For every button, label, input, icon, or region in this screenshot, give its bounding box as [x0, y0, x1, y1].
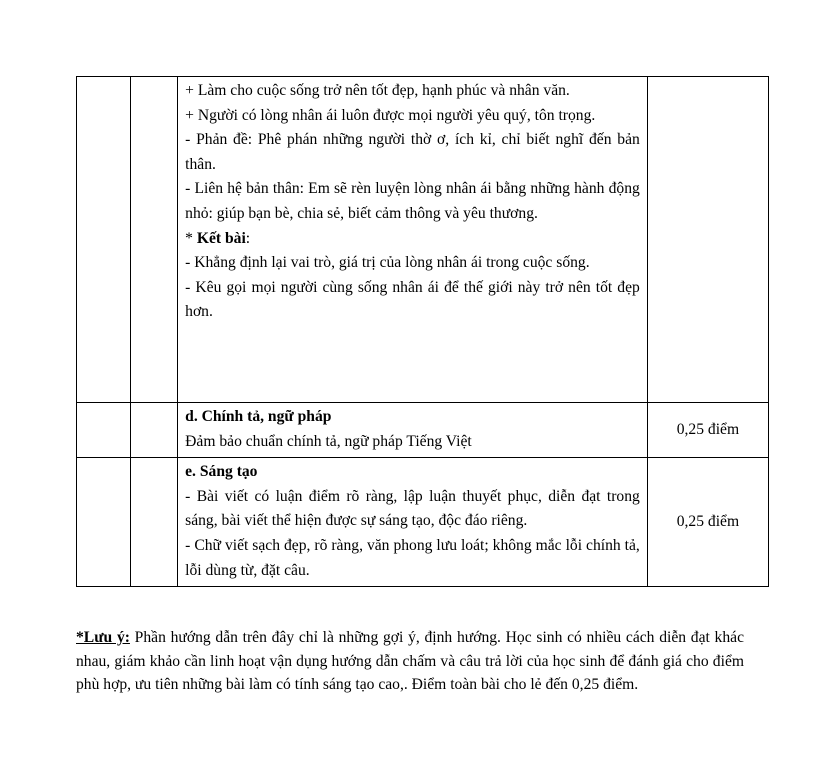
empty-cell: [131, 458, 178, 587]
score-cell-empty: [647, 77, 768, 403]
content-line: Đảm bảo chuẩn chính tả, ngữ pháp Tiếng Việt: [185, 432, 472, 450]
content-line: - Bài viết có luận điểm rõ ràng, lập luận thuyết phục, diễn đạt trong sáng, bài viết thể hiện được sự sáng tạo, độc đáo riêng.: [185, 487, 640, 530]
empty-cell: [77, 403, 131, 458]
table-row: [77, 458, 769, 587]
table-row: [77, 403, 769, 458]
ket-bai-label: Kết bài: [196, 229, 246, 247]
content-cell: [178, 403, 648, 458]
note-paragraph: [76, 626, 744, 697]
note-text: Phần hướng dẫn trên đây chỉ là những gợi ý, định hướng. Học sinh có nhiều cách diễn đạt khác nhau, giám khảo cần linh hoạt vận dụng hướng dẫn chấm và câu trả lời của học sinh để đánh giá cho điểm phù hợp, ưu tiên những bài làm có tính sáng tạo cao,. Điểm toàn bài cho lẻ đến 0,25 điểm.: [76, 629, 744, 693]
grading-rubric-table: [76, 76, 769, 587]
content-line: - Liên hệ bản thân: Em sẽ rèn luyện lòng nhân ái bằng những hành động nhỏ: giúp bạn bè, chia sẻ, biết cảm thông và yêu thương.: [185, 180, 640, 222]
score-cell: 0,25 điểm: [647, 403, 768, 458]
note-label: *Lưu ý:: [76, 629, 130, 646]
sang-tao-heading: e. Sáng tạo: [185, 463, 258, 481]
colon: :: [245, 229, 251, 247]
content-cell: [178, 77, 648, 403]
score-cell: 0,25 điểm: [647, 458, 768, 587]
bullet-mark: *: [185, 229, 197, 247]
content-line: + Làm cho cuộc sống trở nên tốt đẹp, hạnh phúc và nhân văn.: [185, 82, 570, 99]
empty-cell: [77, 77, 131, 403]
content-line: - Chữ viết sạch đẹp, rõ ràng, văn phong lưu loát; không mắc lỗi chính tả, lỗi dùng từ, đặt câu.: [185, 536, 640, 579]
content-line: - Kêu gọi mọi người cùng sống nhân ái để thế giới này trở nên tốt đẹp hơn.: [185, 278, 640, 321]
table-row: [77, 77, 769, 403]
empty-cell: [131, 403, 178, 458]
content-line: - Khẳng định lại vai trò, giá trị của lòng nhân ái trong cuộc sống.: [185, 254, 590, 272]
ket-bai-heading: [185, 227, 640, 252]
content-cell: [178, 458, 648, 587]
content-line: + Người có lòng nhân ái luôn được mọi người yêu quý, tôn trọng.: [185, 106, 596, 124]
empty-cell: [131, 77, 178, 403]
section-heading: [185, 405, 640, 430]
chinh-ta-heading: d. Chính tả, ngữ pháp: [185, 408, 332, 425]
empty-cell: [77, 458, 131, 587]
section-heading: [185, 460, 640, 485]
content-line: - Phản đề: Phê phán những người thờ ơ, ích kỉ, chỉ biết nghĩ đến bản thân.: [185, 131, 640, 173]
